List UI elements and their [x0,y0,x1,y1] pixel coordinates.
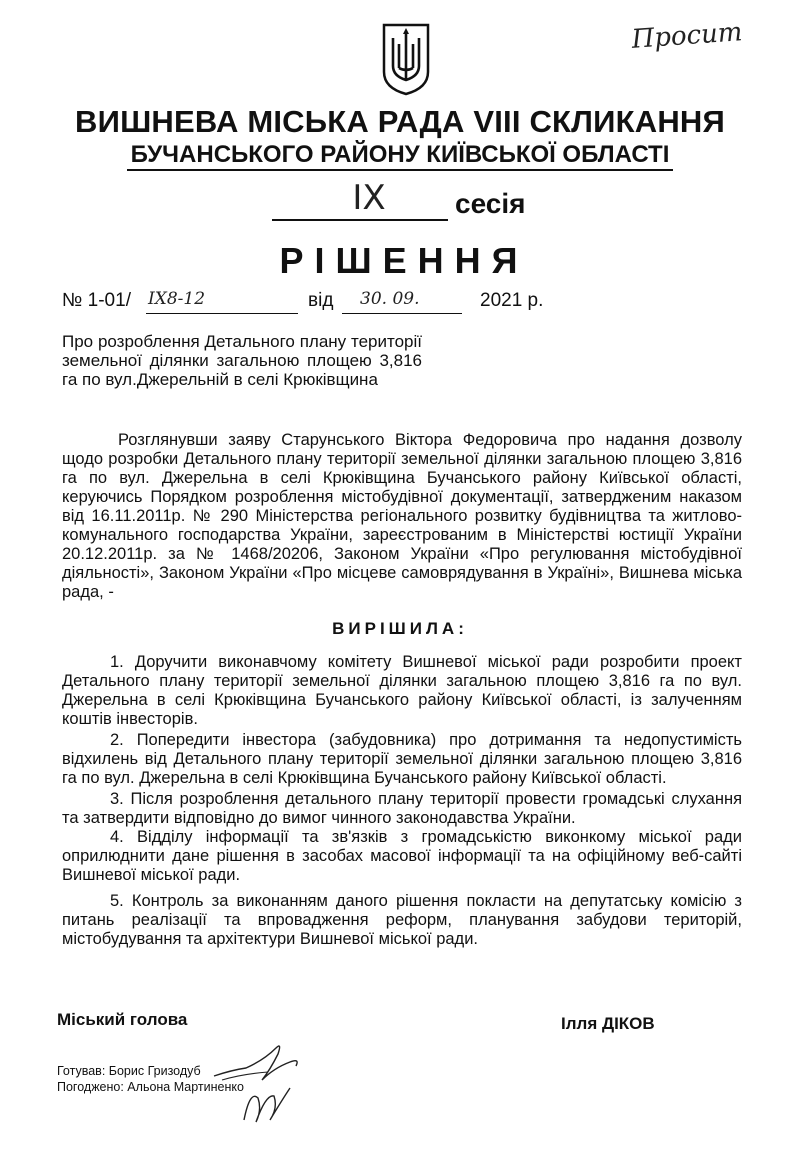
decision-item-4: 4. Відділу інформації та зв'язків з громадськістю виконкому міської ради оприлюднити дане рішення в засобах масової інформації та на офіційному веб-сайті Вишневої міської ради. [62,828,742,884]
handwritten-note: Просит [630,17,744,55]
decision-subject: Про розроблення Детального плану території земельної ділянки загальною площею 3,816 га по вул.Джерельній в селі Крюківщина [62,332,422,389]
date-prefix: від [308,290,334,311]
preamble [62,431,742,602]
resolved-heading: ВИРІШИЛА: [332,619,468,638]
session-underline [272,219,448,221]
date-value: 30. 09. [360,289,420,309]
date-handwritten [360,288,419,310]
signatory-name: Ілля ДІКОВ [561,1014,655,1033]
decision-item-1: 1. Доручити виконавчому комітету Вишневої міської ради розробити проект Детального плану території земельної ділянки загальною площею 3,816 га по вул. Джерельна в селі Крюківщина Бучанського району Київської області, із залученням коштів інвесторів. [62,653,742,728]
decision-number-value: IX8-12 [148,289,206,309]
preamble-text: Розглянувши заяву Старунського Віктора Федоровича про надання дозволу щодо розробки Детального плану території земельної ділянки загальною площею 3,816 га по вул. Джерельна в селі Крюківщина Бучанського району Київської області, керуючись Порядком розроблення містобудівної документації, затвердженим наказом від 16.11.2011р. № 290 Міністерства регіонального розвитку будівництва та житлово-комунального господарства України, зареєстрованим в Міністерстві юстиції України 20.12.2011р. за № 1468/20206, Законом України «Про регулювання містобудівної діяльності», Законом України «Про місцеве самоврядування в Україні», Вишнева міська рада, - [62,431,742,601]
year-suffix: 2021 р. [480,290,544,311]
district-title-text: БУЧАНСЬКОГО РАЙОНУ КИЇВСЬКОЇ ОБЛАСТІ [127,141,674,171]
decision-item-2: 2. Попередити інвестора (забудовника) про дотримання та недопустимість відхилень від Детального плану території земельної ділянки загальною площею 3,816 га по вул. Джерельна в селі Крюківщина Бучанського району Київської області. [62,731,742,787]
decision-item-3: 3. Після розроблення детального плану території провести громадські слухання та затвердити відповідно до вимог чинного законодавства України. [62,790,742,827]
handwritten-signature-2 [236,1080,296,1128]
decision-title: РІШЕННЯ [279,240,529,281]
prepared-by: Готував: Борис Гризодуб [57,1064,201,1078]
date-underline [342,313,462,314]
decision-number-handwritten [148,288,205,310]
coat-of-arms-icon [381,22,431,96]
decision-number-prefix: № 1-01/ [62,290,131,311]
agreed-by: Погоджено: Альона Мартиненко [57,1080,244,1094]
decision-item-5: 5. Контроль за виконанням даного рішення покласти на депутатську комісію з питань реалізації та впровадження реформ, планування забудови територій, містобудування та архітектури Вишневої міської ради. [62,892,742,948]
council-title: ВИШНЕВА МІСЬКА РАДА VIII СКЛИКАННЯ [75,104,725,139]
signatory-position: Міський голова [57,1010,188,1029]
number-underline [146,313,298,314]
session-label: сесія [455,188,526,219]
session-number: IX [352,178,386,218]
district-title [0,141,800,169]
